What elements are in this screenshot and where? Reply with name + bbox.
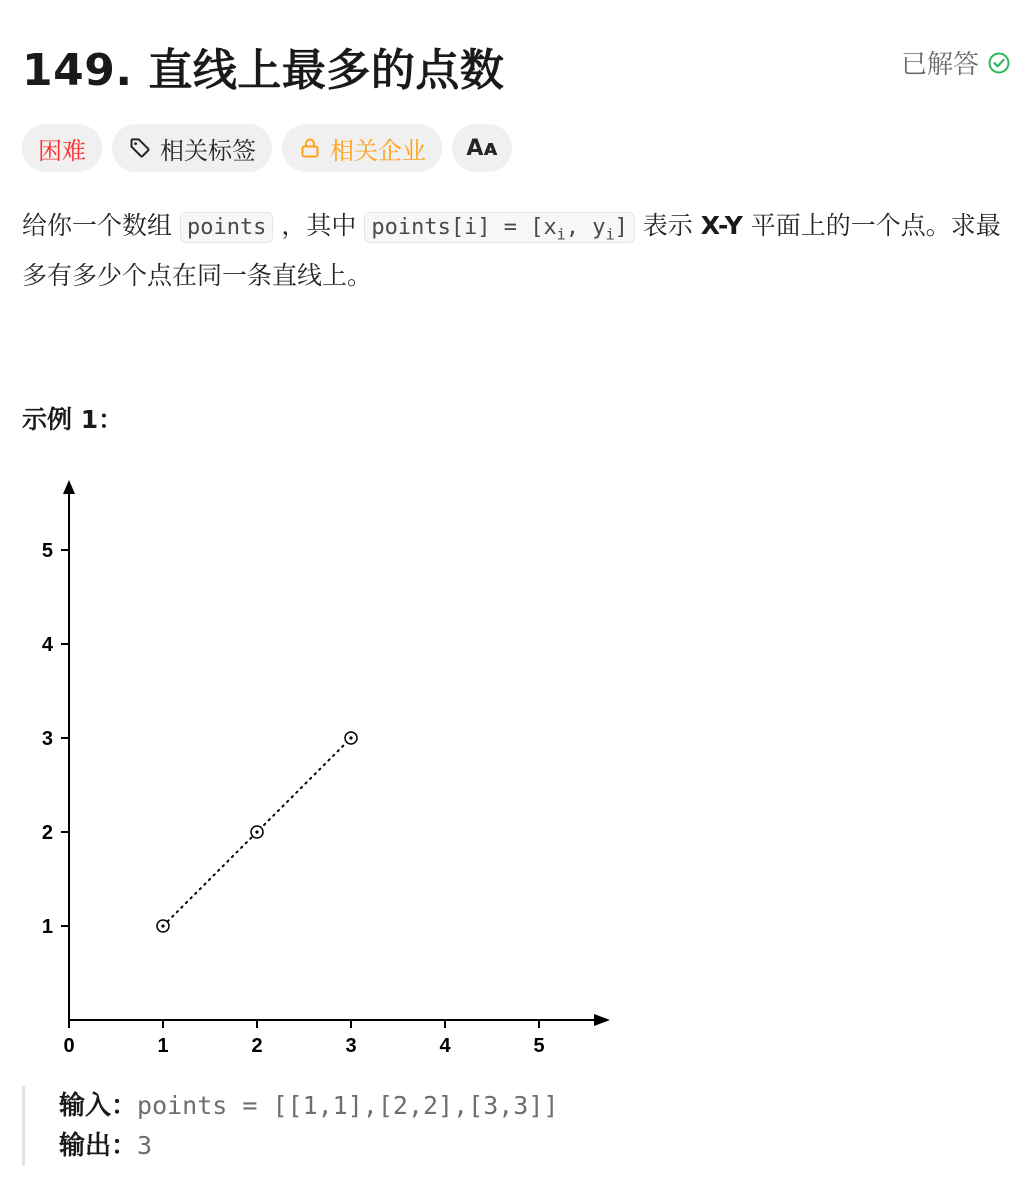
desc-bold-xy: X-Y: [700, 211, 743, 240]
related-tags-button[interactable]: [112, 124, 272, 172]
related-companies-label: 相关企业: [330, 136, 426, 165]
desc-text-4: 平面上的一个点。求最多有多少个点在同一条直线上。: [22, 211, 1001, 291]
input-line: [59, 1086, 558, 1126]
input-value: points = [[1,1],[2,2],[3,3]]: [137, 1091, 559, 1120]
related-tags-label: 相关标签: [160, 136, 256, 165]
y-tick-label: 1: [41, 916, 53, 938]
data-point-center: [349, 736, 352, 739]
difficulty-label: 困难: [38, 136, 86, 165]
x-tick-label: 4: [439, 1035, 451, 1057]
y-tick-label: 5: [41, 540, 53, 562]
code-prefix: points[i] = [x: [371, 215, 557, 240]
scatter-plot: [20, 470, 620, 1070]
difficulty-badge[interactable]: [22, 124, 102, 172]
example-title: 示例 1：: [22, 405, 124, 434]
example-chart: [20, 470, 620, 1074]
code-sub-y: i: [605, 225, 615, 244]
x-axis-arrow-icon: [594, 1014, 610, 1026]
output-value: 3: [137, 1131, 153, 1160]
problem-title: 149. 直线上最多的点数: [22, 45, 505, 96]
inline-code-points-definition: [364, 212, 635, 243]
y-axis-arrow-icon: [63, 480, 75, 494]
inline-code-points: [180, 212, 273, 243]
data-point-center: [161, 924, 164, 927]
desc-text-1: 给你一个数组: [22, 211, 180, 240]
data-point-center: [255, 830, 258, 833]
code-sub-x: i: [556, 225, 566, 244]
x-tick-label: 1: [157, 1035, 169, 1057]
translate-icon: Aᴀ: [466, 135, 498, 161]
code-suffix: ]: [614, 215, 628, 240]
y-tick-label: 4: [41, 634, 53, 656]
check-circle-icon: [987, 51, 1011, 75]
problem-description: [22, 205, 1012, 296]
x-tick-label: 2: [251, 1035, 263, 1057]
input-label: 输入：: [59, 1091, 138, 1121]
example-io-block: [22, 1086, 558, 1166]
solved-status-label: 已解答: [900, 50, 979, 80]
tag-icon: [128, 136, 152, 160]
y-tick-label: 2: [41, 822, 53, 844]
desc-text-2: ，其中: [273, 211, 365, 240]
tag-row: [22, 124, 512, 172]
translate-button[interactable]: [452, 124, 512, 172]
x-tick-label: 3: [345, 1035, 357, 1057]
code-mid: , y: [565, 215, 606, 240]
y-tick-label: 3: [41, 728, 53, 750]
inline-code-points-text: points: [186, 215, 267, 240]
output-label: 输出：: [59, 1131, 138, 1161]
desc-text-3: 表示: [634, 211, 701, 240]
lock-icon: [298, 136, 322, 160]
related-companies-button[interactable]: [282, 124, 442, 172]
output-line: [59, 1126, 558, 1166]
solved-status: [901, 44, 1011, 81]
x-tick-label: 0: [63, 1035, 75, 1057]
x-tick-label: 5: [533, 1035, 545, 1057]
